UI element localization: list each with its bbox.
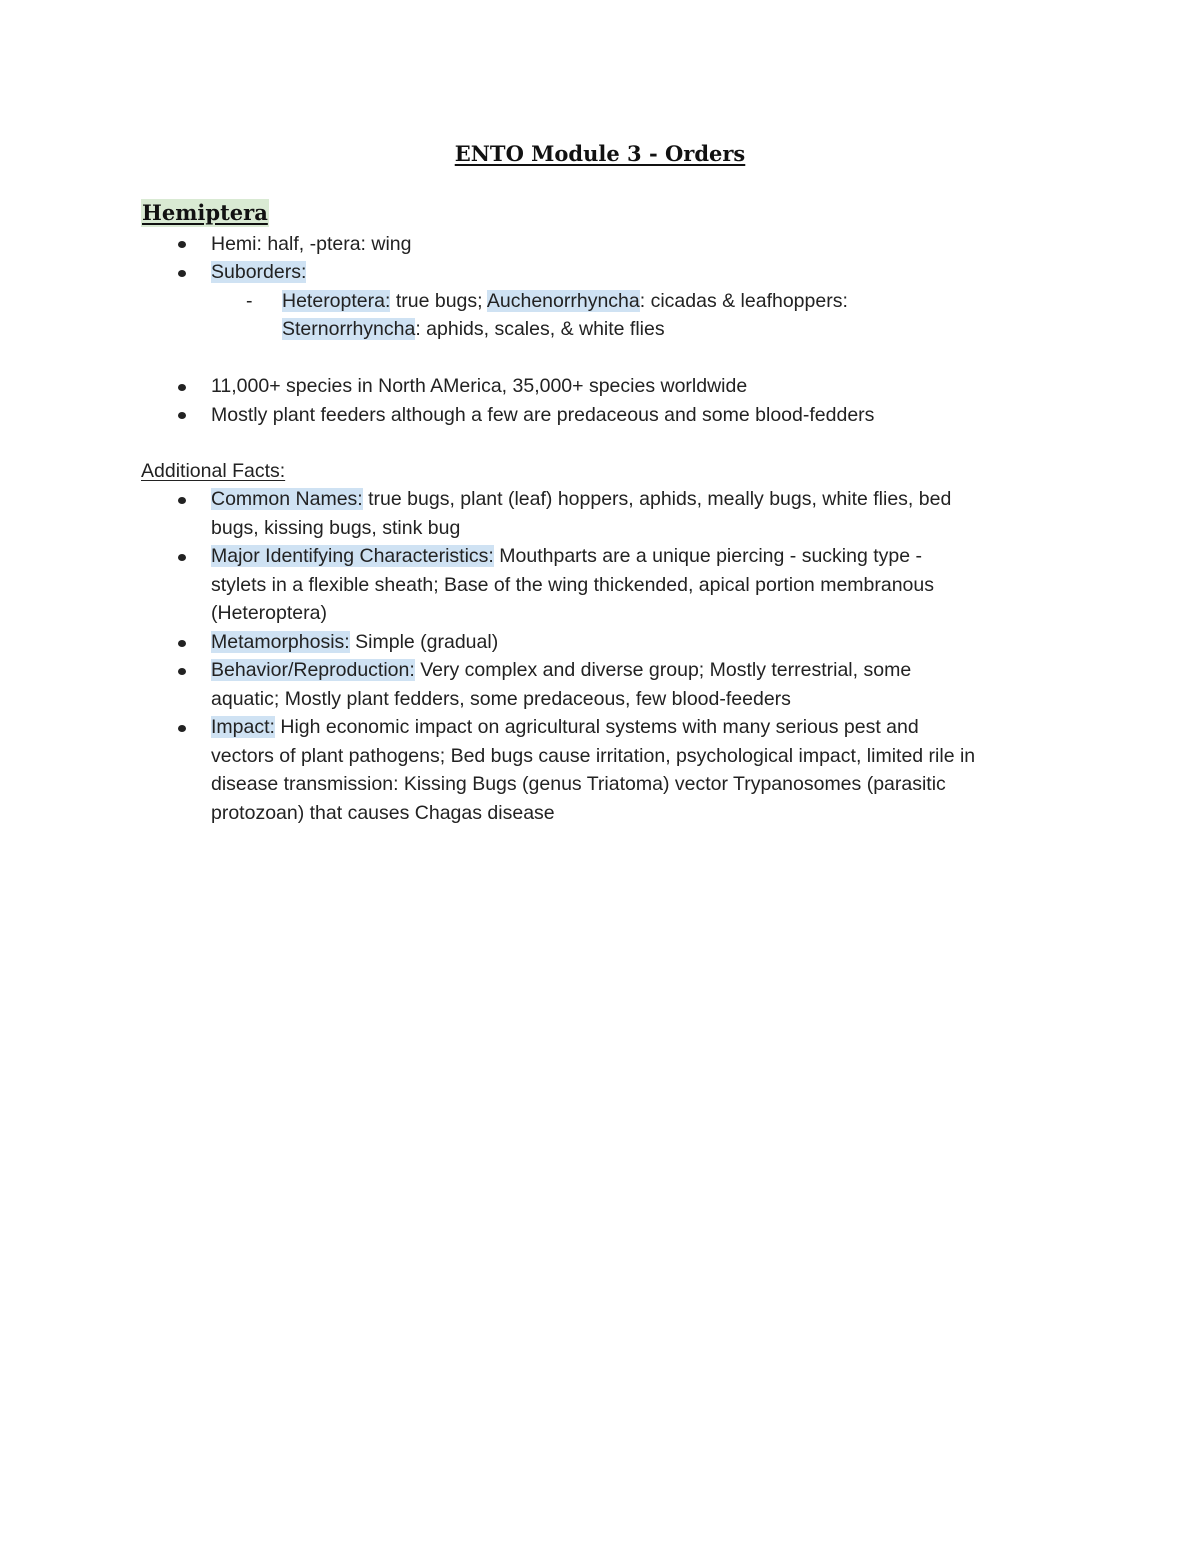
suborders-line-1 <box>282 287 848 315</box>
fact-behavior-line-2: aquatic; Mostly plant fedders, some predaceous, few blood-feeders <box>211 688 791 710</box>
impact-text: High economic impact on agricultural systems with many serious pest and <box>274 716 919 738</box>
fact-impact-line-1 <box>211 713 919 741</box>
bullet-icon <box>178 725 186 732</box>
fact-major-identifying-line-1 <box>211 542 922 570</box>
bullet-icon <box>178 554 186 561</box>
bullet-icon <box>178 270 186 277</box>
dash-marker: - <box>246 290 253 312</box>
list-item-feeding: Mostly plant feeders although a few are predaceous and some blood-fedders <box>211 404 875 426</box>
section-heading-hemiptera: Hemiptera <box>142 200 268 225</box>
bullet-icon <box>178 668 186 675</box>
common-names-label: Common Names: <box>211 488 363 510</box>
auchenorrhyncha-text: : cicadas & leafhoppers: <box>639 290 848 312</box>
list-item-etymology: Hemi: half, -ptera: wing <box>211 233 412 255</box>
bullet-icon <box>178 412 186 419</box>
bullet-icon <box>178 640 186 647</box>
impact-label: Impact: <box>211 716 275 738</box>
behavior-label: Behavior/Reproduction: <box>211 659 415 681</box>
fact-impact-line-3: disease transmission: Kissing Bugs (genus Triatoma) vector Trypanosomes (parasitic <box>211 773 946 795</box>
fact-major-identifying-line-2: stylets in a flexible sheath; Base of the wing thickended, apical portion membranous <box>211 574 934 596</box>
fact-common-names-line-2: bugs, kissing bugs, stink bug <box>211 517 461 539</box>
fact-metamorphosis <box>211 628 498 656</box>
metamorphosis-text: Simple (gradual) <box>349 631 499 653</box>
heteroptera-label: Heteroptera: <box>282 290 391 312</box>
metamorphosis-label: Metamorphosis: <box>211 631 350 653</box>
behavior-text: Very complex and diverse group; Mostly terrestrial, some <box>414 659 912 681</box>
additional-facts-heading: Additional Facts: <box>141 460 286 482</box>
fact-impact-line-4: protozoan) that causes Chagas disease <box>211 802 555 824</box>
bullet-icon <box>178 241 186 248</box>
bullet-icon <box>178 384 186 391</box>
suborders-label: Suborders: <box>211 261 307 283</box>
list-item-suborders <box>211 258 306 286</box>
fact-impact-line-2: vectors of plant pathogens; Bed bugs cause irritation, psychological impact, limited rile in <box>211 745 976 767</box>
bullet-icon <box>178 497 186 504</box>
sternorrhyncha-label: Sternorrhyncha <box>282 318 416 340</box>
heteroptera-text: true bugs; <box>390 290 487 312</box>
fact-common-names-line-1 <box>211 485 951 513</box>
suborders-line-2 <box>282 315 665 343</box>
fact-behavior-line-1 <box>211 656 911 684</box>
common-names-text: true bugs, plant (leaf) hoppers, aphids, meally bugs, white flies, bed <box>362 488 952 510</box>
document-title: ENTO Module 3 - Orders <box>454 141 746 166</box>
fact-major-identifying-line-3: (Heteroptera) <box>211 602 327 624</box>
auchenorrhyncha-label: Auchenorrhyncha <box>486 290 640 312</box>
major-identifying-label: Major Identifying Characteristics: <box>211 545 494 567</box>
major-identifying-text: Mouthparts are a unique piercing - sucking type - <box>493 545 923 567</box>
list-item-species-count: 11,000+ species in North AMerica, 35,000+ species worldwide <box>211 375 748 397</box>
sternorrhyncha-text: : aphids, scales, & white flies <box>415 318 665 340</box>
